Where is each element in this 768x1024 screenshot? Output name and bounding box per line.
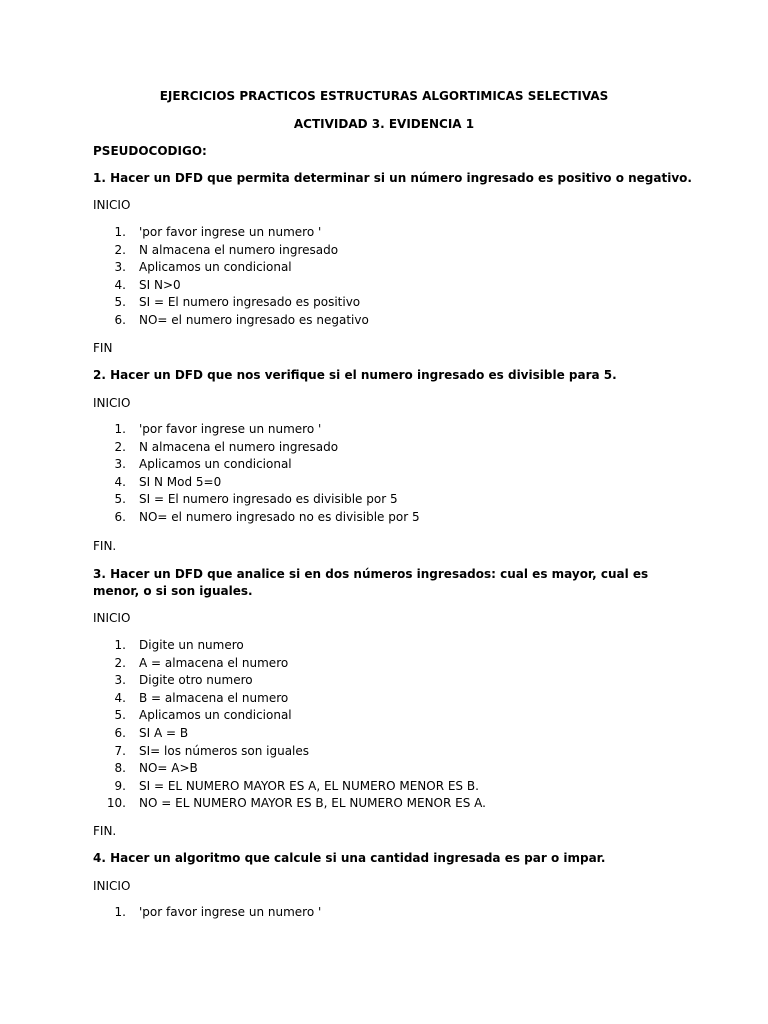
step-number: 5. (114, 708, 126, 723)
step-text: Digite otro numero (139, 673, 253, 688)
step-text: SI A = B (139, 725, 189, 740)
document-subtitle: ACTIVIDAD 3. EVIDENCIA 1 (293, 117, 475, 131)
step-number: 3. (114, 673, 126, 688)
step-number: 6. (114, 312, 126, 327)
step-text: Aplicamos un condicional (139, 708, 292, 723)
step-text: NO= A>B (139, 761, 198, 776)
step-number: 2. (114, 439, 126, 454)
step-text: 'por favor ingrese un numero ' (139, 905, 322, 919)
step-number: 6. (114, 725, 126, 740)
step-number: 1. (114, 638, 126, 652)
step-text: SI N Mod 5=0 (139, 474, 222, 489)
step-number: 2. (114, 242, 126, 257)
document-title: EJERCICIOS PRACTICOS ESTRUCTURAS ALGORTIMICAS SELECTIVAS (159, 89, 609, 103)
step-number: 4. (114, 474, 126, 489)
step-text: Digite un numero (139, 638, 244, 652)
step-number: 5. (114, 295, 126, 310)
step-text: A = almacena el numero (139, 655, 289, 670)
step-text: SI= los números son iguales (139, 743, 310, 758)
step-number: 6. (114, 509, 126, 524)
exercise-4-start: INICIO (93, 879, 131, 893)
exercise-3-statement: 3. Hacer un DFD que analice si en dos números ingresados: cual es mayor, cual es menor, o si son iguales. (93, 567, 649, 598)
step-text: Aplicamos un condicional (139, 260, 292, 275)
exercise-2-start: INICIO (93, 396, 131, 410)
step-text: SI N>0 (139, 277, 181, 292)
step-number: 4. (114, 277, 126, 292)
exercise-1-end: FIN (93, 341, 113, 355)
step-number: 3. (114, 457, 126, 472)
step-text: SI = El numero ingresado es positivo (139, 295, 361, 310)
step-number: 7. (114, 743, 126, 758)
exercise-1-start: INICIO (93, 198, 131, 212)
exercise-1-statement: 1. Hacer un DFD que permita determinar si un número ingresado es positivo o negativo. (93, 171, 692, 185)
step-number: 8. (114, 761, 126, 776)
step-text: N almacena el numero ingresado (139, 242, 339, 257)
step-text: NO = EL NUMERO MAYOR ES B, EL NUMERO MENOR ES A. (139, 796, 486, 811)
exercise-3-end: FIN. (93, 824, 117, 838)
step-text: N almacena el numero ingresado (139, 439, 339, 454)
step-text: 'por favor ingrese un numero ' (139, 225, 322, 239)
step-number: 3. (114, 260, 126, 275)
step-text: NO= el numero ingresado no es divisible por 5 (139, 509, 420, 524)
step-text: SI = El numero ingresado es divisible por 5 (139, 492, 398, 507)
step-number: 1. (114, 225, 126, 239)
exercise-2-end: FIN. (93, 539, 117, 553)
step-number: 5. (114, 492, 126, 507)
step-number: 10. (106, 796, 126, 811)
step-number: 9. (114, 778, 126, 793)
step-text: Aplicamos un condicional (139, 457, 292, 472)
step-number: 4. (114, 690, 126, 705)
step-text: B = almacena el numero (139, 690, 289, 705)
exercise-2-statement: 2. Hacer un DFD que nos verifique si el numero ingresado es divisible para 5. (93, 368, 617, 382)
step-number: 1. (114, 905, 126, 919)
exercise-3-start: INICIO (93, 611, 131, 625)
step-number: 1. (114, 422, 126, 436)
section-heading: PSEUDOCODIGO: (93, 144, 207, 158)
step-text: NO= el numero ingresado es negativo (139, 312, 369, 327)
step-text: 'por favor ingrese un numero ' (139, 422, 322, 436)
step-text: SI = EL NUMERO MAYOR ES A, EL NUMERO MENOR ES B. (139, 778, 479, 793)
step-number: 2. (114, 655, 126, 670)
exercise-4-statement: 4. Hacer un algoritmo que calcule si una cantidad ingresada es par o impar. (93, 851, 606, 865)
